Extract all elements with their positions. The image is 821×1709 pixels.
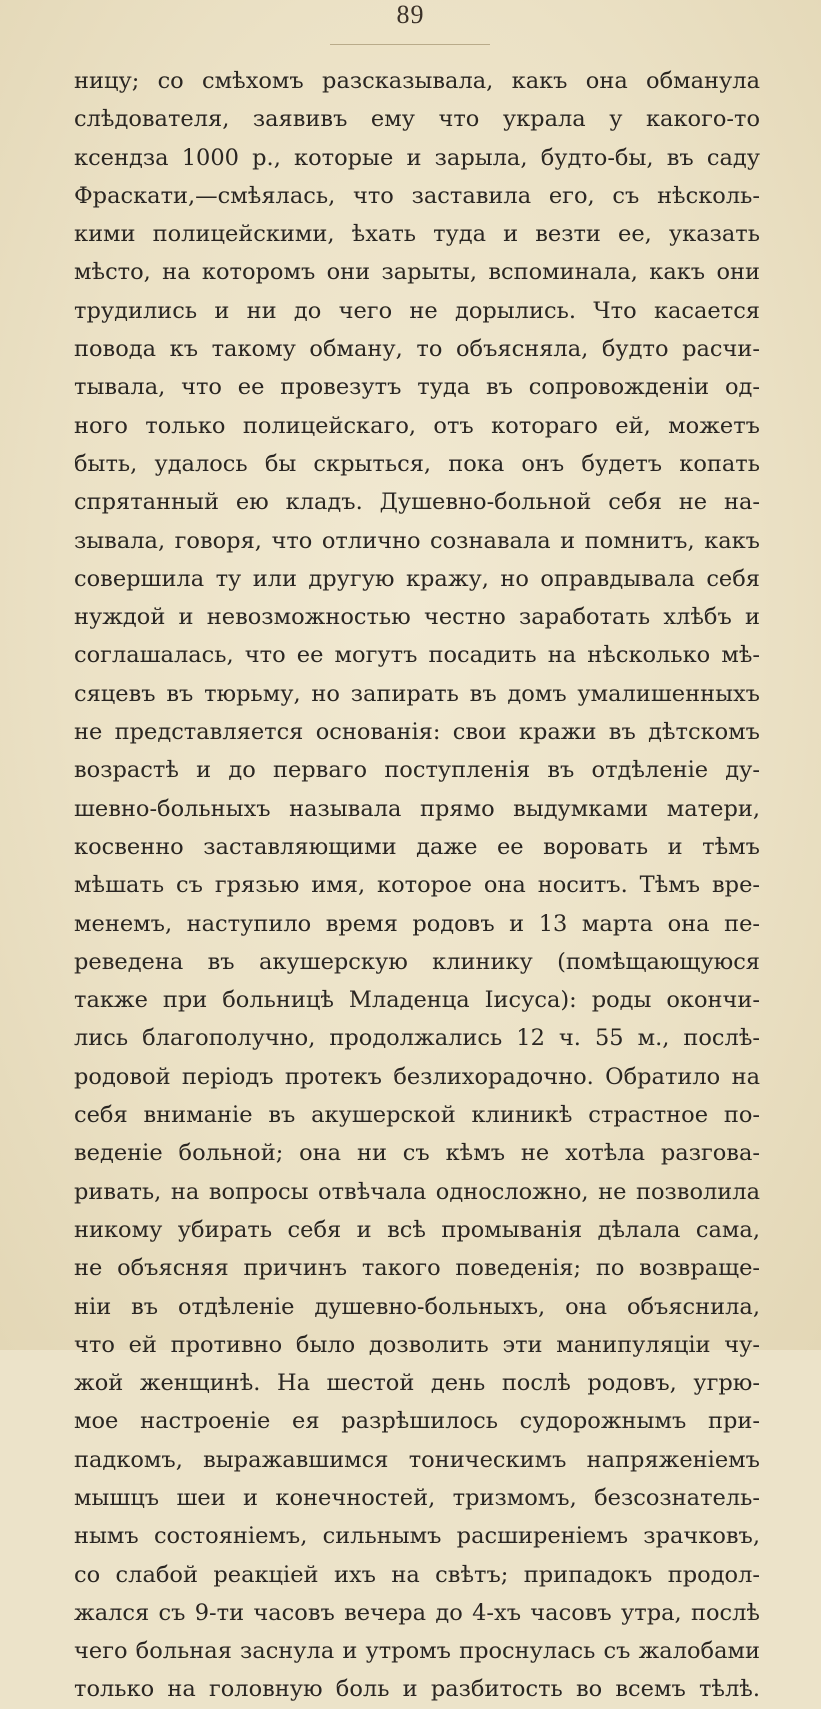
text-line: не объясняя причинъ такого поведенія; по возвраще- (74, 1255, 760, 1282)
text-line: шевно-больныхъ называла прямо выдумками матери, (74, 795, 760, 822)
text-line: жой женщинѣ. На шестой день послѣ родовъ, угрю- (74, 1370, 760, 1397)
text-line: со слабой реакціей ихъ на свѣтъ; припадокъ продол- (74, 1561, 760, 1588)
text-line: родовой періодъ протекъ безлихорадочно. Обратило на (74, 1063, 760, 1090)
text-line: ривать, на вопросы отвѣчала односложно, не позволила (74, 1178, 760, 1205)
text-line: падкомъ, выражавшимся тоническимъ напряженіемъ (74, 1446, 760, 1473)
text-line: кими полицейскими, ѣхать туда и везти ее, указать (74, 221, 760, 248)
text-line: тывала, что ее провезутъ туда въ сопровожденіи од- (74, 374, 760, 401)
text-line: ницу; со смѣхомъ разсказывала, какъ она обманула (74, 68, 760, 94)
text-line: повода къ такому обману, то объясняла, будто расчи- (74, 336, 760, 363)
text-line: мышцъ шеи и конечностей, тризмомъ, безсознатель- (74, 1484, 760, 1511)
text-line: трудились и ни до чего не дорылись. Что касается (74, 297, 760, 324)
text-line: соглашалась, что ее могутъ посадить на нѣсколько мѣ- (74, 642, 760, 669)
page-number: 89 (396, 0, 425, 29)
text-line: жался съ 9-ти часовъ вечера до 4-хъ часовъ утра, послѣ (74, 1599, 760, 1626)
text-line: мѣсто, на которомъ они зарыты, вспоминала, какъ они (74, 259, 760, 286)
text-line: только на головную боль и разбитость во всемъ тѣлѣ. (74, 1676, 760, 1703)
text-line: Фраскати,—смѣялась, что заставила его, съ нѣсколь- (74, 182, 760, 209)
text-line: мѣшать съ грязью имя, которое она носитъ. Тѣмъ вре- (74, 872, 760, 899)
text-line: веденіе больной; она ни съ кѣмъ не хотѣла разгова- (74, 1140, 760, 1167)
text-line: косвенно заставляющими даже ее воровать и тѣмъ (74, 833, 760, 860)
text-line: нуждой и невозможностью честно заработать хлѣбъ и (74, 604, 760, 631)
text-line: спрятанный ею кладъ. Душевно-больной себя не на- (74, 489, 760, 516)
text-line: сяцевъ въ тюрьму, но запирать въ домъ умалишенныхъ (74, 680, 760, 707)
text-line: быть, удалось бы скрыться, пока онъ будетъ копать (74, 450, 760, 477)
text-line: менемъ, наступило время родовъ и 13 марта она пе- (74, 910, 760, 937)
text-line: что ей противно было дозволить эти манипуляціи чу- (74, 1331, 760, 1358)
text-line: себя вниманіе въ акушерской клиникѣ страстное по- (74, 1102, 760, 1129)
text-line: также при больницѣ Младенца Іисуса): роды окончи- (74, 987, 760, 1014)
text-line: лись благополучно, продолжались 12 ч. 55 м., послѣ- (74, 1025, 760, 1052)
body-text (74, 62, 760, 1709)
text-line: мое настроеніе ея разрѣшилось судорожнымъ при- (74, 1408, 760, 1435)
text-line: ксендза 1000 р., которые и зарыла, будто-бы, въ саду (74, 144, 760, 171)
text-line: совершила ту или другую кражу, но оправдывала себя (74, 565, 760, 592)
text-line: никому убирать себя и всѣ промыванія дѣлала сама, (74, 1216, 760, 1243)
text-line: нымъ состояніемъ, сильнымъ расширеніемъ зрачковъ, (74, 1523, 760, 1550)
text-line: возрастѣ и до перваго поступленія въ отдѣленіе ду- (74, 757, 760, 784)
text-line: зывала, говоря, что отлично сознавала и помнитъ, какъ (74, 527, 760, 554)
header-rule (330, 44, 490, 45)
text-line: ного только полицейскаго, отъ котораго ей, можетъ (74, 412, 760, 439)
text-line: чего больная заснула и утромъ проснулась съ жалобами (74, 1638, 760, 1665)
text-line: реведена въ акушерскую клинику (помѣщающуюся (74, 948, 760, 975)
text-line: слѣдователя, заявивъ ему что украла у какого-то (74, 106, 760, 133)
text-line: ніи въ отдѣленіе душевно-больныхъ, она объяснила, (74, 1293, 760, 1320)
text-line: не представляется основанія: свои кражи въ дѣтскомъ (74, 719, 760, 746)
